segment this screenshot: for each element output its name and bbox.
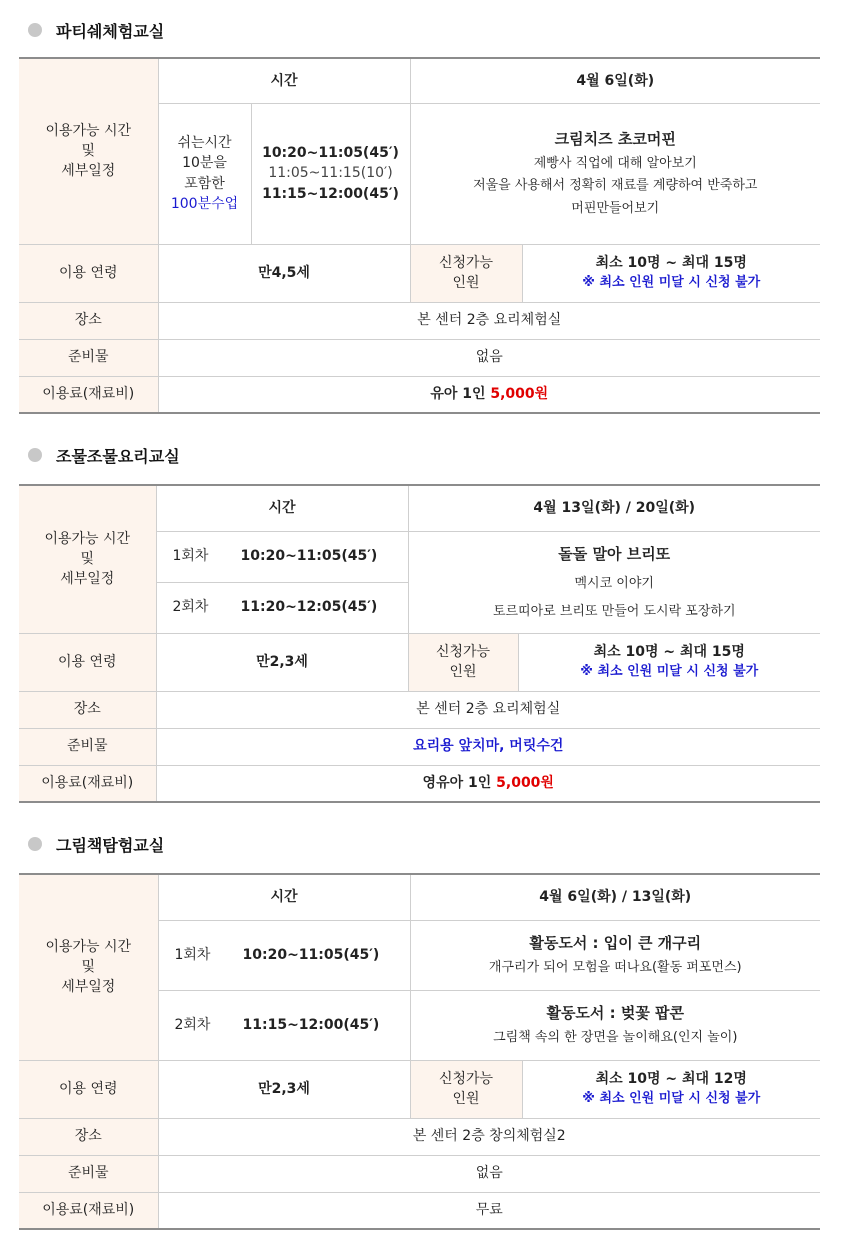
supplies-value: 없음 (158, 1155, 820, 1192)
section-title-text: 파티쉐체험교실 (56, 21, 165, 41)
label-capacity: 신청가능 인원 (410, 244, 522, 302)
label-fee: 이용료(재료비) (19, 765, 156, 802)
age-value: 만2,3세 (158, 1060, 410, 1118)
time-slots: 10:20~11:05(45′) 11:05~11:15(10′) 11:15~12:00(45′) (251, 103, 410, 244)
session-2: 2회차 11:15~12:00(45′) (158, 990, 410, 1060)
session-1-activity: 활동도서 : 입이 큰 개구리 개구리가 되어 모험을 떠나요(활동 퍼포먼스) (410, 920, 820, 990)
label-time-schedule: 이용가능 시간 및 세부일정 (19, 874, 158, 1060)
capacity-value: 최소 10명 ~ 최대 15명 ※ 최소 인원 미달 시 신청 불가 (522, 244, 820, 302)
place-value: 본 센터 2층 창의체험실2 (158, 1118, 820, 1155)
label-capacity: 신청가능 인원 (410, 1060, 522, 1118)
header-time: 시간 (158, 874, 410, 920)
activity-description: 돌돌 말아 브리또 멕시코 이야기 토르띠아로 브리또 만들어 도시락 포장하기 (408, 531, 820, 633)
label-supplies: 준비물 (19, 1155, 158, 1192)
label-place: 장소 (19, 302, 158, 339)
label-fee: 이용료(재료비) (19, 1192, 158, 1229)
header-date: 4월 13일(화) / 20일(화) (408, 485, 820, 531)
header-time: 시간 (158, 58, 410, 103)
label-age: 이용 연령 (19, 633, 156, 691)
header-time: 시간 (156, 485, 408, 531)
supplies-value: 요리용 앞치마, 머릿수건 (156, 728, 820, 765)
age-value: 만2,3세 (156, 633, 408, 691)
fee-value: 영유아 1인 5,000원 (156, 765, 820, 802)
label-capacity: 신청가능 인원 (408, 633, 518, 691)
session-1: 1회차 10:20~11:05(45′) (158, 920, 410, 990)
section-title-text: 그림책탐험교실 (56, 835, 165, 855)
circle-bullet-icon (28, 23, 42, 37)
label-supplies: 준비물 (19, 728, 156, 765)
circle-bullet-icon (28, 448, 42, 462)
capacity-value: 최소 10명 ~ 최대 15명 ※ 최소 인원 미달 시 신청 불가 (518, 633, 820, 691)
fee-value: 유아 1인 5,000원 (158, 376, 820, 413)
circle-bullet-icon (28, 837, 42, 851)
label-fee: 이용료(재료비) (19, 376, 158, 413)
place-value: 본 센터 2층 요리체험실 (158, 302, 820, 339)
label-place: 장소 (19, 691, 156, 728)
program-table-picturebook (19, 873, 820, 1230)
session-2: 2회차 11:20~12:05(45′) (156, 582, 408, 633)
label-age: 이용 연령 (19, 244, 158, 302)
activity-description: 크림치즈 초코머핀 제빵사 직업에 대해 알아보기 저울을 사용해서 정확히 재료를 계량하여 반죽하고 머핀만들어보기 (410, 103, 820, 244)
age-value: 만4,5세 (158, 244, 410, 302)
section-title-patissier (28, 18, 164, 42)
program-table-cooking (19, 484, 820, 803)
session-2-activity: 활동도서 : 벚꽃 팝콘 그림책 속의 한 장면을 놀이해요(인지 놀이) (410, 990, 820, 1060)
place-value: 본 센터 2층 요리체험실 (156, 691, 820, 728)
label-age: 이용 연령 (19, 1060, 158, 1118)
label-time-schedule: 이용가능 시간 및 세부일정 (19, 58, 158, 244)
section-title-cooking (28, 443, 180, 467)
section-title-text: 조물조물요리교실 (56, 446, 180, 466)
supplies-value: 없음 (158, 339, 820, 376)
label-time-schedule: 이용가능 시간 및 세부일정 (19, 485, 156, 633)
label-supplies: 준비물 (19, 339, 158, 376)
break-note: 쉬는시간 10분을 포함한 100분수업 (158, 103, 251, 244)
section-title-picturebook (28, 832, 164, 856)
capacity-value: 최소 10명 ~ 최대 12명 ※ 최소 인원 미달 시 신청 불가 (522, 1060, 820, 1118)
header-date: 4월 6일(화) (410, 58, 820, 103)
session-1: 1회차 10:20~11:05(45′) (156, 531, 408, 582)
label-place: 장소 (19, 1118, 158, 1155)
program-table-patissier (19, 57, 820, 414)
fee-value: 무료 (158, 1192, 820, 1229)
header-date: 4월 6일(화) / 13일(화) (410, 874, 820, 920)
